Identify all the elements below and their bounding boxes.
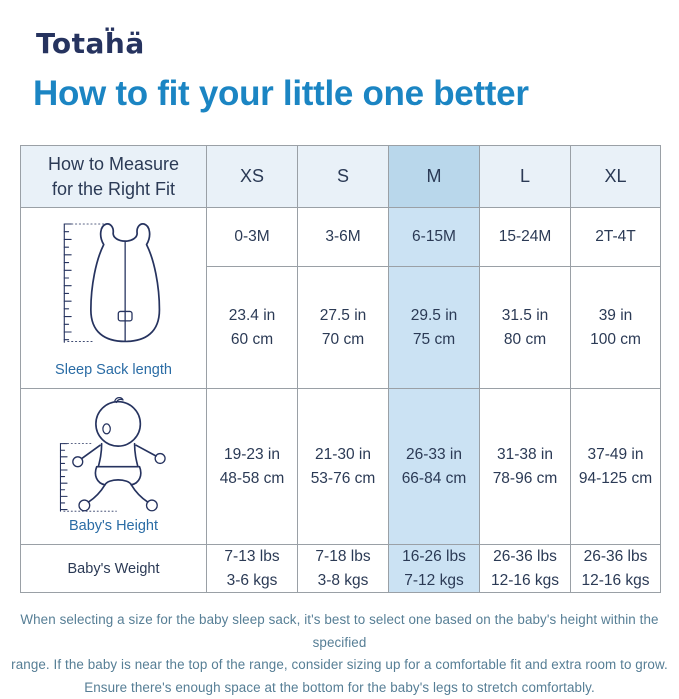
length-inches: 39 in	[598, 307, 633, 325]
size-table	[20, 145, 661, 593]
length-cell-m	[389, 267, 480, 389]
baby-height-row	[21, 389, 661, 545]
height-cell-xl	[571, 389, 661, 545]
weight-kgs: 12-16 kgs	[490, 571, 560, 589]
babys-weight-label: Baby's Weight	[21, 545, 207, 593]
height-cell-m	[389, 389, 480, 545]
length-cm: 60 cm	[230, 330, 274, 348]
height-inches: 37-49 in	[587, 446, 644, 464]
age-cell-m: 6-15M	[389, 208, 480, 267]
length-cell-xs	[207, 267, 298, 389]
height-cell-l	[480, 389, 571, 545]
age-cell-l: 15-24M	[480, 208, 571, 267]
sleep-sack-figure-cell	[21, 208, 207, 389]
sizing-note	[0, 609, 679, 699]
size-header-xs: XS	[207, 146, 298, 208]
length-cm: 75 cm	[412, 330, 456, 348]
height-cm: 66-84 cm	[401, 469, 467, 487]
weight-kgs: 7-12 kgs	[404, 571, 464, 589]
size-header-xl: XL	[571, 146, 661, 208]
baby-figure-cell	[21, 389, 207, 545]
length-cell-s	[298, 267, 389, 389]
weight-cell-s	[298, 545, 389, 593]
height-cm: 94-125 cm	[578, 469, 653, 487]
length-cell-xl	[571, 267, 661, 389]
weight-cell-m	[389, 545, 480, 593]
height-inches: 19-23 in	[223, 446, 280, 464]
brand-logo: Totaḧä	[36, 27, 145, 60]
weight-cell-xs	[207, 545, 298, 593]
height-cm: 78-96 cm	[492, 469, 558, 487]
sleep-sack-length-label: Sleep Sack length	[55, 362, 172, 379]
size-header-s: S	[298, 146, 389, 208]
baby-ruler-icon	[44, 394, 184, 518]
height-inches: 26-33 in	[405, 446, 462, 464]
table-header-row	[21, 146, 661, 208]
weight-lbs: 26-36 lbs	[583, 548, 648, 566]
age-cell-xl: 2T-4T	[571, 208, 661, 267]
height-inches: 31-38 in	[496, 446, 553, 464]
page-title: How to fit your little one better	[33, 74, 529, 113]
sizing-note-line: range. If the baby is near the top of the range, consider sizing up for a comfortable fit and extra room to grow.	[11, 657, 668, 673]
weight-lbs: 7-18 lbs	[315, 548, 371, 566]
weight-kgs: 3-6 kgs	[226, 571, 278, 589]
corner-header: How to Measure for the Right Fit	[21, 146, 207, 208]
babys-height-label: Baby's Height	[68, 517, 158, 534]
length-cm: 80 cm	[503, 330, 547, 348]
sizing-note-line: Ensure there's enough space at the bottom for the baby's legs to stretch comfortably.	[84, 679, 595, 695]
size-header-m: M	[389, 146, 480, 208]
length-cm: 100 cm	[590, 330, 641, 348]
weight-lbs: 26-36 lbs	[493, 548, 557, 566]
height-cell-s	[298, 389, 389, 545]
weight-kgs: 12-16 kgs	[581, 571, 650, 589]
weight-kgs: 3-8 kgs	[317, 571, 369, 589]
length-cm: 70 cm	[321, 330, 365, 348]
length-inches: 27.5 in	[319, 307, 367, 325]
age-row	[21, 208, 661, 267]
age-cell-s: 3-6M	[298, 208, 389, 267]
size-header-l: L	[480, 146, 571, 208]
weight-cell-l	[480, 545, 571, 593]
weight-lbs: 7-13 lbs	[224, 548, 280, 566]
length-cell-l	[480, 267, 571, 389]
length-inches: 31.5 in	[501, 307, 549, 325]
weight-lbs: 16-26 lbs	[402, 548, 466, 566]
height-cm: 53-76 cm	[310, 469, 376, 487]
sizing-note-line: When selecting a size for the baby sleep sack, it's best to select one based on the baby's height within the specified	[20, 612, 659, 650]
age-cell-xs: 0-3M	[207, 208, 298, 267]
sleep-sack-ruler-icon	[45, 212, 183, 362]
height-cell-xs	[207, 389, 298, 545]
height-inches: 21-30 in	[314, 446, 371, 464]
height-cm: 48-58 cm	[219, 469, 285, 487]
length-inches: 23.4 in	[228, 307, 276, 325]
length-inches: 29.5 in	[410, 307, 458, 325]
baby-weight-row	[21, 545, 661, 593]
weight-cell-xl	[571, 545, 661, 593]
